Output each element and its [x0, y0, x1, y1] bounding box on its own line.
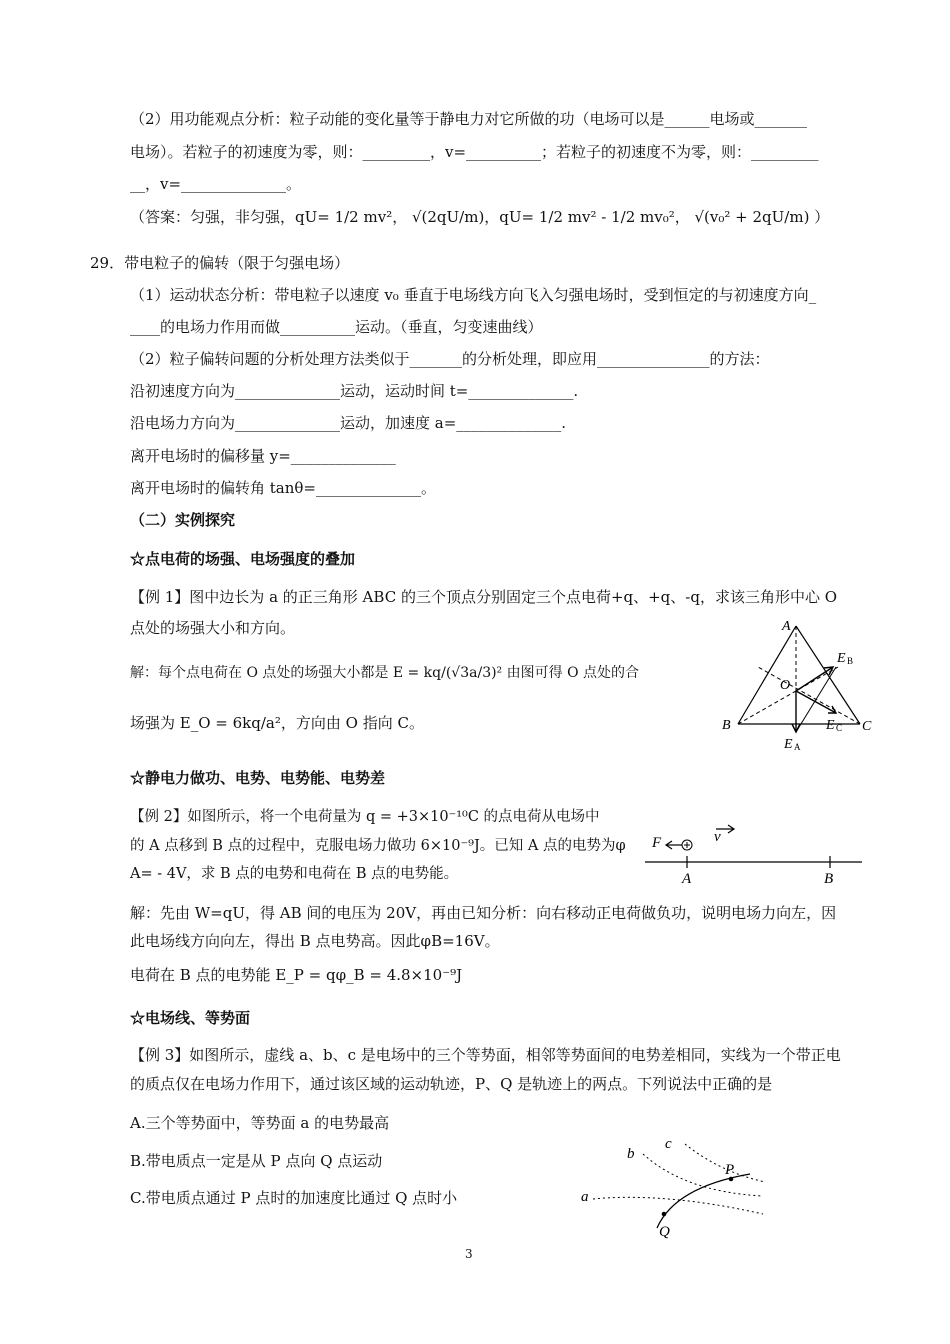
option-a: A.三个等势面中，等势面 a 的电势最高 — [130, 1114, 390, 1132]
solution-text: 此电场线方向向左，得出 B 点电势高。因此φB=16V。 — [130, 932, 500, 950]
equipotential-a — [593, 1197, 763, 1214]
label-v: v — [714, 829, 721, 845]
text-line: （2）粒子偏转问题的分析处理方法类似于_______的分析处理，即应用_______________的方法： — [130, 350, 770, 368]
section-heading: 29．带电粒子的偏转（限于匀强电场） — [90, 254, 350, 272]
label-b: B — [722, 718, 731, 733]
example-text: 点处的场强大小和方向。 — [130, 619, 296, 637]
text-line: 离开电场时的偏转角 tanθ=______________。 — [130, 479, 436, 497]
vector-eb — [796, 667, 833, 691]
text-line: 电场）。若粒子的初速度为零，则：_________，v=__________；若粒子的初速度不为零，则：_________ — [130, 143, 819, 161]
equipotential-figure — [575, 1132, 775, 1242]
answer-line: （答案：匀强，非匀强，qU= 1/2 mv²， √(2qU/m)，qU= 1/2 mv² - 1/2 mv₀²， √(v₀² + 2qU/m) ） — [130, 208, 830, 226]
option-b: B.带电质点一定是从 P 点向 Q 点运动 — [130, 1152, 383, 1170]
text-line: 离开电场时的偏移量 y=______________ — [130, 447, 396, 465]
label-f: F — [652, 835, 662, 851]
text-line: ____的电场力作用而做__________运动。（垂直，匀变速曲线） — [130, 318, 543, 336]
label-a: A — [682, 871, 692, 887]
dashed-line — [758, 667, 860, 724]
text-line: （1）运动状态分析：带电粒子以速度 v₀ 垂直于电场线方向飞入匀强电场时，受到恒定的与初速度方向_ — [130, 286, 817, 304]
triangle-field-figure — [718, 612, 878, 760]
label-ea: E — [784, 737, 793, 752]
topic-heading: ☆静电力做功、电势、电势能、电势差 — [130, 769, 386, 787]
label-eb: E — [837, 651, 846, 666]
label-p: P — [725, 1162, 735, 1178]
vector-ec — [796, 691, 836, 713]
label-c: c — [665, 1136, 672, 1152]
solution-text: 解：每个点电荷在 O 点处的场强大小都是 E = kq/(√3a/3)² 由图可得 O 点处的合 — [130, 665, 640, 681]
label-a: a — [581, 1189, 589, 1205]
label-ec: E — [826, 718, 835, 733]
label-c: C — [862, 719, 872, 734]
text-line: __，v=______________。 — [130, 175, 302, 193]
label-ea-sub: A — [794, 742, 801, 752]
label-q: Q — [659, 1224, 670, 1240]
point-q — [662, 1212, 667, 1217]
dashed-line — [738, 667, 838, 724]
topic-heading: ☆电场线、等势面 — [130, 1009, 251, 1027]
label-ec-sub: C — [836, 723, 843, 733]
example-text: 的 A 点移到 B 点的过程中，克服电场力做功 6×10⁻⁹J。已知 A 点的电势为φ — [130, 838, 626, 854]
side-ab — [738, 626, 796, 724]
label-eb-sub: B — [847, 656, 854, 666]
text-line: 沿电场力方向为______________运动，加速度 a=______________. — [130, 414, 567, 432]
example-text: 【例 3】如图所示，虚线 a、b、c 是电场中的三个等势面，相邻等势面间的电势差相同，实线为一个带正电 — [130, 1046, 841, 1064]
solution-text: 解：先由 W=qU，得 AB 间的电压为 20V，再由已知分析：向右移动正电荷做负功，说明电场力向左，因 — [130, 904, 837, 922]
text-line: 沿初速度方向为______________运动，运动时间 t=______________. — [130, 382, 579, 400]
label-o: O — [780, 678, 791, 693]
topic-heading: ☆点电荷的场强、电场强度的叠加 — [130, 550, 356, 568]
field-line-figure — [640, 815, 870, 887]
label-b: b — [627, 1146, 635, 1162]
option-c: C.带电质点通过 P 点时的加速度比通过 Q 点时小 — [130, 1189, 458, 1207]
label-a: A — [782, 619, 791, 634]
example-text: 【例 1】图中边长为 a 的正三角形 ABC 的三个顶点分别固定三个点电荷+q、+q、-q，求该三角形中心 O — [130, 588, 838, 606]
page-number: 3 — [465, 1247, 473, 1261]
example-text: 【例 2】如图所示，将一个电荷量为 q = +3×10⁻¹⁰C 的点电荷从电场中 — [130, 809, 600, 825]
subsection-heading: （二）实例探究 — [130, 511, 236, 529]
label-b: B — [824, 871, 834, 887]
example-text: A= - 4V，求 B 点的电势和电荷在 B 点的电势能。 — [130, 866, 459, 882]
trajectory — [657, 1174, 750, 1228]
solution-text: 电荷在 B 点的电势能 E_P = qφ_B = 4.8×10⁻⁹J — [130, 966, 463, 984]
solution-text: 场强为 E_O = 6kq/a²，方向由 O 指向 C。 — [130, 714, 424, 732]
text-line: （2）用功能观点分析：粒子动能的变化量等于静电力对它所做的功（电场可以是______电场或_______ — [130, 110, 808, 128]
example-text: 的质点仅在电场力作用下，通过该区域的运动轨迹，P、Q 是轨迹上的两点。下列说法中正确的是 — [130, 1075, 773, 1093]
